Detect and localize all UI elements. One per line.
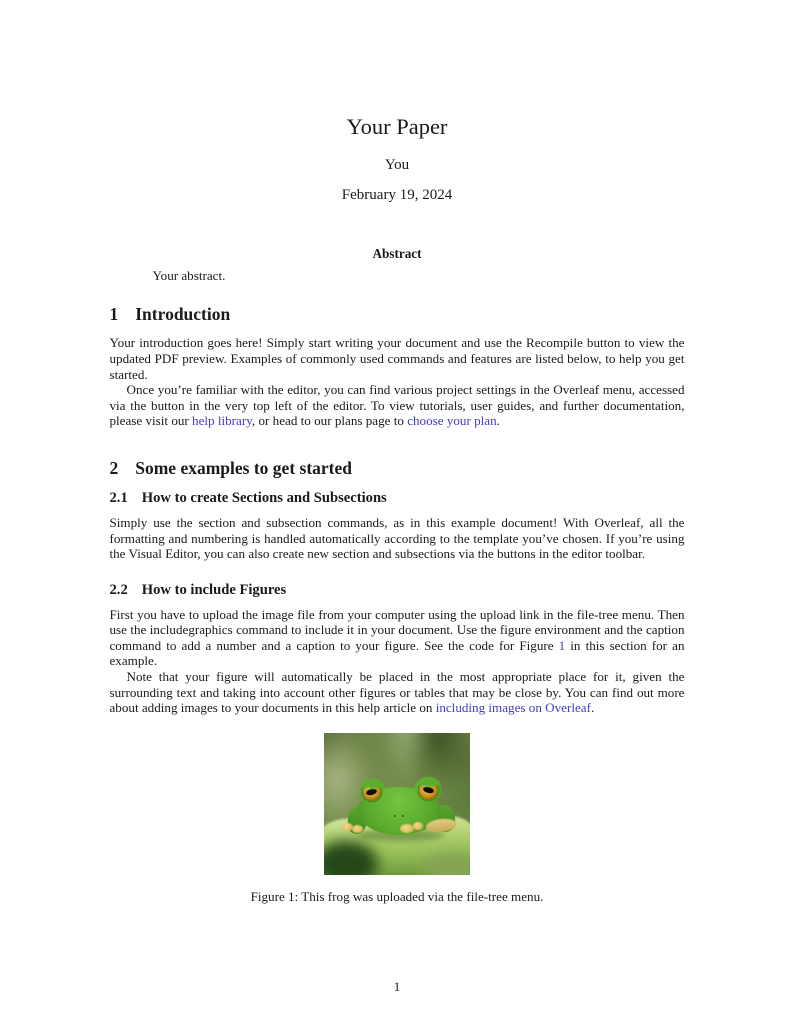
help-library-link[interactable]: help library bbox=[192, 413, 252, 429]
subsection-number: 2.2 bbox=[109, 581, 128, 598]
frog-nostril bbox=[394, 815, 396, 817]
figure-caption: Figure 1: This frog was uploaded via the file-tree menu. bbox=[250, 888, 544, 904]
paragraph bbox=[110, 515, 685, 562]
subsection-number: 2.1 bbox=[109, 489, 128, 506]
subsection-2-2-heading bbox=[110, 581, 685, 599]
section-number: 2 bbox=[109, 457, 119, 478]
section-title: Introduction bbox=[135, 304, 231, 325]
paragraph bbox=[110, 335, 685, 382]
abstract-heading: Abstract bbox=[372, 246, 422, 261]
paragraph-text: Simply use the section and subsection commands, as in this example document! With Overleaf, all the formatting and numbering is handled automatically according to the template you’ve chosen. If you’re using the Visual Editor, you can also create new section and subsections via the buttons in the editor toolbar. bbox=[109, 514, 685, 562]
figure-1 bbox=[110, 733, 685, 905]
frog-nostril bbox=[402, 815, 404, 817]
abstract-text: Your abstract. bbox=[152, 267, 226, 283]
document-body bbox=[110, 246, 685, 904]
paragraph-text: in this section for an example. bbox=[109, 637, 685, 669]
frog-finger bbox=[352, 825, 363, 833]
frog-right-eyelid bbox=[418, 778, 439, 787]
page-number: 1 bbox=[393, 979, 401, 994]
paragraph bbox=[110, 607, 685, 669]
frog-right-pupil bbox=[422, 785, 434, 793]
paragraph-text: . bbox=[496, 413, 500, 429]
choose-your-plan-link[interactable]: choose your plan bbox=[407, 413, 497, 429]
section-title: Some examples to get started bbox=[135, 457, 353, 478]
subsection-title: How to create Sections and Subsections bbox=[141, 489, 387, 506]
paragraph bbox=[110, 669, 685, 716]
frog-left-eye bbox=[363, 783, 381, 801]
frog-right-eye bbox=[419, 781, 438, 800]
figure-1-reference-link[interactable]: 1 bbox=[558, 637, 566, 653]
page-title: Your Paper bbox=[346, 114, 448, 139]
including-images-link[interactable]: including images on Overleaf bbox=[435, 700, 591, 716]
title-block bbox=[0, 0, 794, 204]
paragraph-text: Your introduction goes here! Simply start writing your document and use the Recompile button to view the updated PDF preview. Examples of commonly used commands and features are listed below, to help you get started. bbox=[109, 335, 685, 382]
section-2-heading bbox=[110, 458, 685, 479]
author: You bbox=[384, 157, 410, 173]
subsection-2-1-heading bbox=[110, 489, 685, 507]
paragraph-text: Note that your figure will automatically be placed in the most appropriate place for it, given the surrounding text and taking into account other figures or tables that may be close by. You can find out more about adding images to your documents in this help article on bbox=[109, 669, 685, 716]
subsection-title: How to include Figures bbox=[141, 581, 287, 598]
frog-photo bbox=[324, 733, 470, 875]
frog bbox=[340, 777, 462, 847]
paragraph-text: , or head to our plans page to bbox=[251, 413, 408, 429]
paragraph-text: . bbox=[590, 700, 595, 716]
frog-left-pupil bbox=[365, 787, 377, 795]
date: February 19, 2024 bbox=[341, 187, 453, 203]
frog-left-eyelid bbox=[362, 780, 383, 789]
section-1-heading bbox=[110, 304, 685, 325]
frog-finger bbox=[400, 824, 414, 833]
section-number: 1 bbox=[109, 304, 119, 325]
paragraph-text: Once you’re familiar with the editor, you can find various project settings in the Overleaf menu, accessed via the button in the very top left of the editor. To view tutorials, user guides, and further documentation, please visit our bbox=[109, 382, 685, 429]
paragraph-text: First you have to upload the image file from your computer using the upload link in the file-tree menu. Then use the includegraphics command to include it in your document. Use the figure environment and the caption command to add a number and a caption to your figure. See the code for Figure bbox=[109, 606, 685, 653]
frog-finger bbox=[413, 822, 423, 830]
paragraph bbox=[110, 382, 685, 429]
